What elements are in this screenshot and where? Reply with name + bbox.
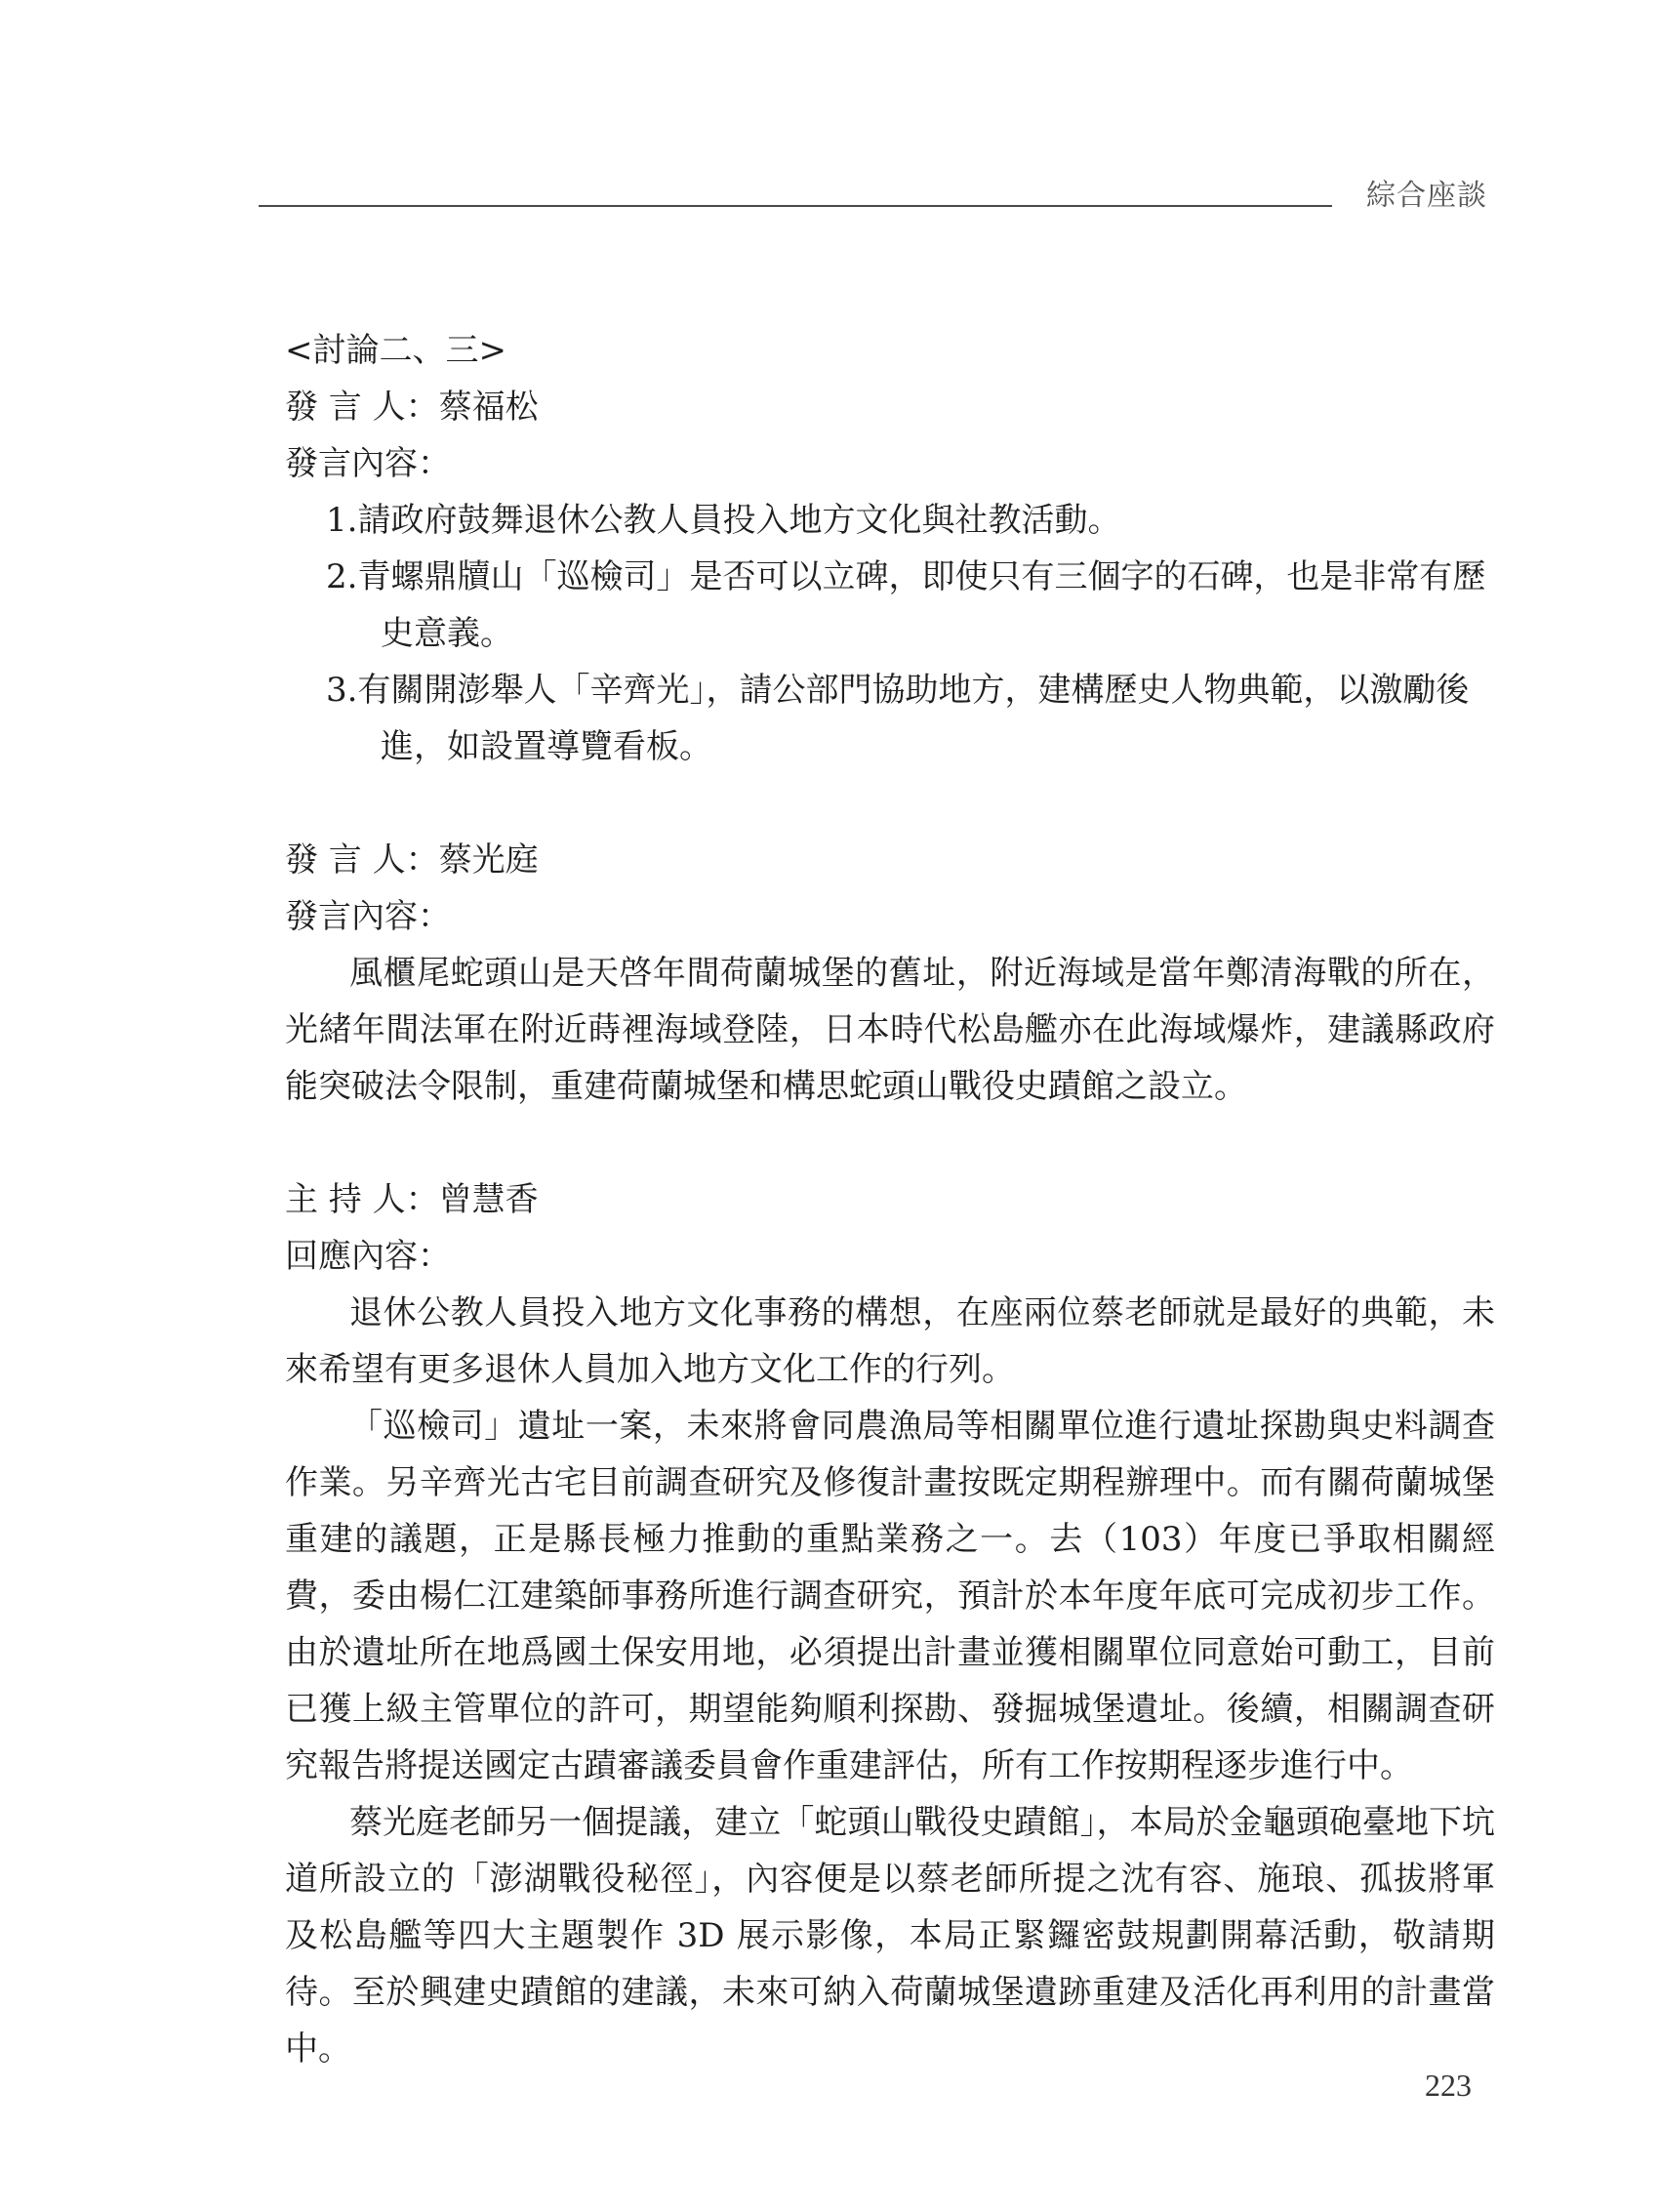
speaker-name: 蔡光庭 bbox=[438, 840, 539, 880]
running-header-title: 綜合座談 bbox=[1366, 179, 1487, 213]
speaker-name: 曾慧香 bbox=[438, 1180, 539, 1219]
paragraph: 蔡光庭老師另一個提議，建立「蛇頭山戰役史蹟館」，本局於金龜頭砲臺地下坑道所設立的「澎湖戰役秘徑」，內容便是以蔡老師所提之沈有容、施琅、孤拔將軍及松島艦等四大主題製作 3D 展示影像，本局正緊鑼密鼓規劃開幕活動，敬請期待。至於興建史蹟館的建議，未來可納入荷蘭城堡遺跡重建及活化再利用的計畫當中。 bbox=[285, 1803, 1495, 2069]
content-label: 發言內容： bbox=[285, 444, 451, 483]
speaker-line bbox=[285, 832, 1495, 888]
list-item: 3.有關開澎舉人「辛齊光」，請公部門協助地方，建構歷史人物典範，以激勵後進，如設置導覽看板。 bbox=[326, 671, 1470, 766]
speaker-line bbox=[285, 1171, 1495, 1228]
paragraph: 風櫃尾蛇頭山是天啓年間荷蘭城堡的舊址，附近海域是當年鄭清海戰的所在，光緒年間法軍在附近蒔裡海域登陸，日本時代松島艦亦在此海域爆炸，建議縣政府能突破法令限制，重建荷蘭城堡和構思蛇頭山戰役史蹟館之設立。 bbox=[285, 954, 1495, 1106]
speaker-label: 發 言 人： bbox=[285, 388, 439, 427]
document-body bbox=[285, 322, 1495, 2077]
speaker-name: 蔡福松 bbox=[438, 388, 539, 427]
content-label: 回應內容： bbox=[285, 1237, 451, 1276]
speaker-label: 發 言 人： bbox=[285, 840, 439, 880]
paragraph: 「巡檢司」遺址一案，未來將會同農漁局等相關單位進行遺址探勘與史料調查作業。另辛齊光古宅目前調查研究及修復計畫按既定期程辦理中。而有關荷蘭城堡重建的議題，正是縣長極力推動的重點業務之一。去（103）年度已爭取相關經費，委由楊仁江建築師事務所進行調查研究，預計於本年度年底可完成初步工作。由於遺址所在地爲國土保安用地，必須提出計畫並獲相關單位同意始可動工，目前已獲上級主管單位的許可，期望能夠順利探勘、發掘城堡遺址。後續，相關調查研究報告將提送國定古蹟審議委員會作重建評估，所有工作按期程逐步進行中。 bbox=[285, 1407, 1495, 1785]
speaker-line bbox=[285, 379, 1495, 435]
speaker-label: 主 持 人： bbox=[285, 1180, 439, 1219]
header-rule bbox=[259, 205, 1332, 207]
content-label: 發言內容： bbox=[285, 897, 451, 936]
page-number: 223 bbox=[1425, 2068, 1472, 2103]
list-item: 2.青螺鼎牘山「巡檢司」是否可以立碑，即使只有三個字的石碑，也是非常有歷史意義。 bbox=[326, 557, 1486, 653]
list-item: 1.請政府鼓舞退休公教人員投入地方文化與社教活動。 bbox=[326, 501, 1121, 540]
paragraph: 退休公教人員投入地方文化事務的構想，在座兩位蔡老師就是最好的典範，未來希望有更多退休人員加入地方文化工作的行列。 bbox=[285, 1293, 1495, 1389]
section-title: <討論二、三> bbox=[285, 331, 506, 370]
